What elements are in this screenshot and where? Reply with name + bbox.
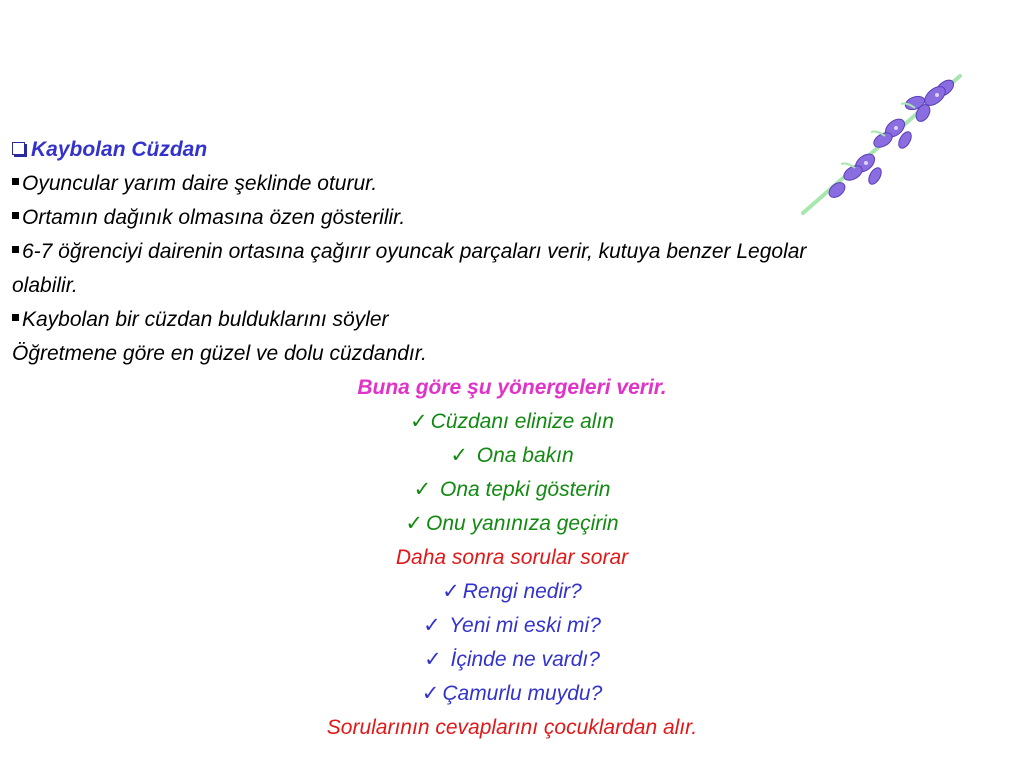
checkmark-icon: ✓ xyxy=(421,682,440,705)
slide-title: Kaybolan Cüzdan xyxy=(12,133,207,167)
bullet-item: Oyuncular yarım daire şeklinde oturur. xyxy=(12,167,377,201)
bullet-item: Kaybolan bir cüzdan bulduklarını söyler xyxy=(12,303,389,337)
statement: Öğretmene göre en güzel ve dolu cüzdandır. xyxy=(12,342,427,365)
question-item: ✓ Rengi nedir? xyxy=(442,580,582,603)
bullet-item: Ortamın dağınık olmasına özen gösterilir. xyxy=(12,201,405,235)
instruction-intro: Buna göre şu yönergeleri verir. xyxy=(357,376,667,399)
checkmark-icon: ✓ xyxy=(450,444,468,467)
checkmark-icon: ✓ xyxy=(405,512,423,535)
question-intro: Daha sonra sorular sorar xyxy=(395,546,629,569)
lavender-sprig-icon xyxy=(795,68,970,218)
closing-text: Sorularının cevaplarını çocuklardan alır. xyxy=(326,716,698,739)
question-item: ✓ İçinde ne vardı? xyxy=(424,648,600,671)
square-bullet-icon xyxy=(12,212,19,219)
bullet-item-continuation: olabilir. xyxy=(12,274,78,297)
checkmark-icon: ✓ xyxy=(413,478,432,501)
checkmark-icon: ✓ xyxy=(442,580,460,603)
square-bullet-icon xyxy=(12,246,19,253)
checkmark-icon: ✓ xyxy=(424,648,442,671)
square-bullet-icon xyxy=(12,178,19,185)
instruction-item: ✓ Onu yanınıza geçirin xyxy=(405,512,619,535)
question-item: ✓ Çamurlu muydu? xyxy=(421,682,603,705)
instruction-item: ✓ Ona bakın xyxy=(450,444,574,467)
question-item: ✓ Yeni mi eski mi? xyxy=(423,614,601,637)
checkmark-icon: ✓ xyxy=(410,410,428,433)
square-bullet-icon xyxy=(12,314,19,321)
checkmark-icon: ✓ xyxy=(423,614,441,637)
bullet-item: 6-7 öğrenciyi dairenin ortasına çağırır oyuncak parçaları verir, kutuya benzer Legolar xyxy=(12,235,806,269)
instruction-item: ✓ Ona tepki gösterin xyxy=(413,478,611,501)
checkbox-bullet-icon xyxy=(12,142,25,155)
instruction-item: ✓ Cüzdanı elinize alın xyxy=(410,410,614,433)
